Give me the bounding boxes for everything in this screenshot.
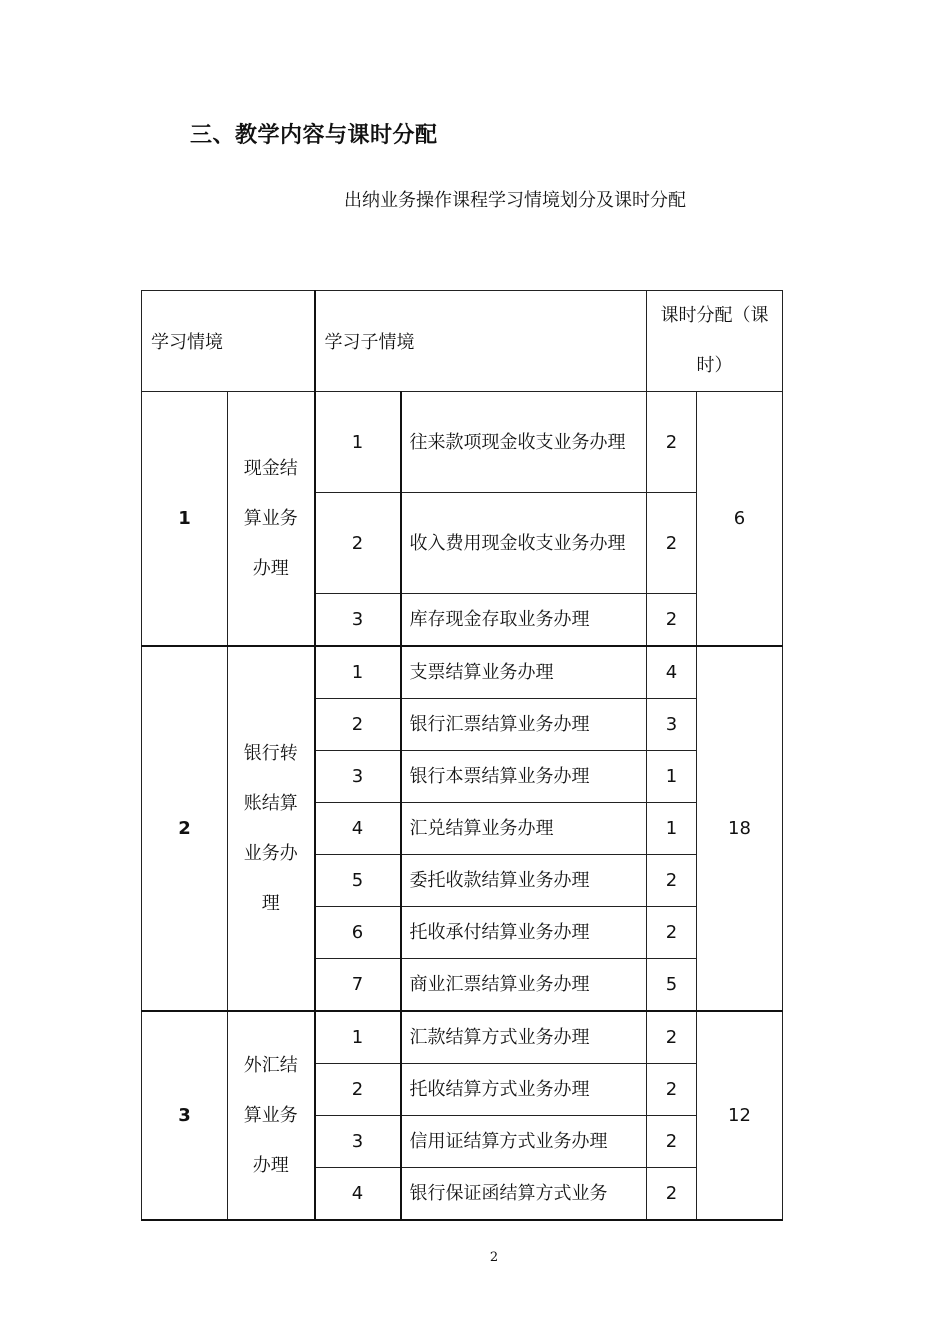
course-plan-table bbox=[141, 290, 783, 1221]
sub-number: 7 bbox=[315, 959, 401, 1012]
group-name: 现金结算业务办理 bbox=[228, 392, 315, 647]
group-total-hours: 18 bbox=[697, 646, 783, 1011]
sub-title: 往来款项现金收支业务办理 bbox=[401, 392, 647, 493]
sub-title: 托收结算方式业务办理 bbox=[401, 1064, 647, 1116]
group-total-hours: 6 bbox=[697, 392, 783, 647]
sub-number: 2 bbox=[315, 1064, 401, 1116]
sub-hours: 5 bbox=[647, 959, 697, 1012]
sub-hours: 4 bbox=[647, 646, 697, 699]
sub-number: 3 bbox=[315, 594, 401, 647]
sub-title: 信用证结算方式业务办理 bbox=[401, 1116, 647, 1168]
sub-title: 委托收款结算业务办理 bbox=[401, 855, 647, 907]
sub-number: 4 bbox=[315, 1168, 401, 1221]
table-row bbox=[142, 646, 783, 699]
sub-hours: 1 bbox=[647, 803, 697, 855]
table-row bbox=[142, 1011, 783, 1064]
sub-number: 2 bbox=[315, 493, 401, 594]
header-sub-situation: 学习子情境 bbox=[315, 291, 647, 392]
group-number: 3 bbox=[142, 1011, 228, 1220]
sub-title: 汇兑结算业务办理 bbox=[401, 803, 647, 855]
sub-hours: 2 bbox=[647, 907, 697, 959]
group-total-hours: 12 bbox=[697, 1011, 783, 1220]
sub-number: 6 bbox=[315, 907, 401, 959]
sub-number: 5 bbox=[315, 855, 401, 907]
sub-hours: 2 bbox=[647, 1011, 697, 1064]
page-number: 2 bbox=[489, 1250, 499, 1265]
sub-title: 商业汇票结算业务办理 bbox=[401, 959, 647, 1012]
sub-title: 托收承付结算业务办理 bbox=[401, 907, 647, 959]
sub-number: 1 bbox=[315, 646, 401, 699]
section-heading: 三、教学内容与课时分配 bbox=[190, 123, 438, 148]
sub-hours: 1 bbox=[647, 751, 697, 803]
sub-title: 汇款结算方式业务办理 bbox=[401, 1011, 647, 1064]
sub-hours: 2 bbox=[647, 392, 697, 493]
group-name: 银行转账结算业务办理 bbox=[228, 646, 315, 1011]
sub-number: 4 bbox=[315, 803, 401, 855]
group-name: 外汇结算业务办理 bbox=[228, 1011, 315, 1220]
sub-number: 1 bbox=[315, 1011, 401, 1064]
sub-number: 3 bbox=[315, 1116, 401, 1168]
sub-title: 库存现金存取业务办理 bbox=[401, 594, 647, 647]
sub-number: 2 bbox=[315, 699, 401, 751]
table-caption: 出纳业务操作课程学习情境划分及课时分配 bbox=[344, 190, 686, 211]
sub-title: 银行保证函结算方式业务 bbox=[401, 1168, 647, 1221]
sub-hours: 2 bbox=[647, 1064, 697, 1116]
group-number: 2 bbox=[142, 646, 228, 1011]
table-header-row bbox=[142, 291, 783, 392]
sub-number: 3 bbox=[315, 751, 401, 803]
sub-title: 收入费用现金收支业务办理 bbox=[401, 493, 647, 594]
sub-hours: 2 bbox=[647, 1116, 697, 1168]
sub-hours: 3 bbox=[647, 699, 697, 751]
sub-hours: 2 bbox=[647, 1168, 697, 1221]
table-row bbox=[142, 392, 783, 493]
sub-number: 1 bbox=[315, 392, 401, 493]
sub-hours: 2 bbox=[647, 594, 697, 647]
sub-title: 银行本票结算业务办理 bbox=[401, 751, 647, 803]
group-number: 1 bbox=[142, 392, 228, 647]
sub-hours: 2 bbox=[647, 493, 697, 594]
sub-title: 支票结算业务办理 bbox=[401, 646, 647, 699]
header-hours: 课时分配（课时） bbox=[647, 291, 783, 392]
sub-title: 银行汇票结算业务办理 bbox=[401, 699, 647, 751]
header-situation: 学习情境 bbox=[142, 291, 315, 392]
sub-hours: 2 bbox=[647, 855, 697, 907]
